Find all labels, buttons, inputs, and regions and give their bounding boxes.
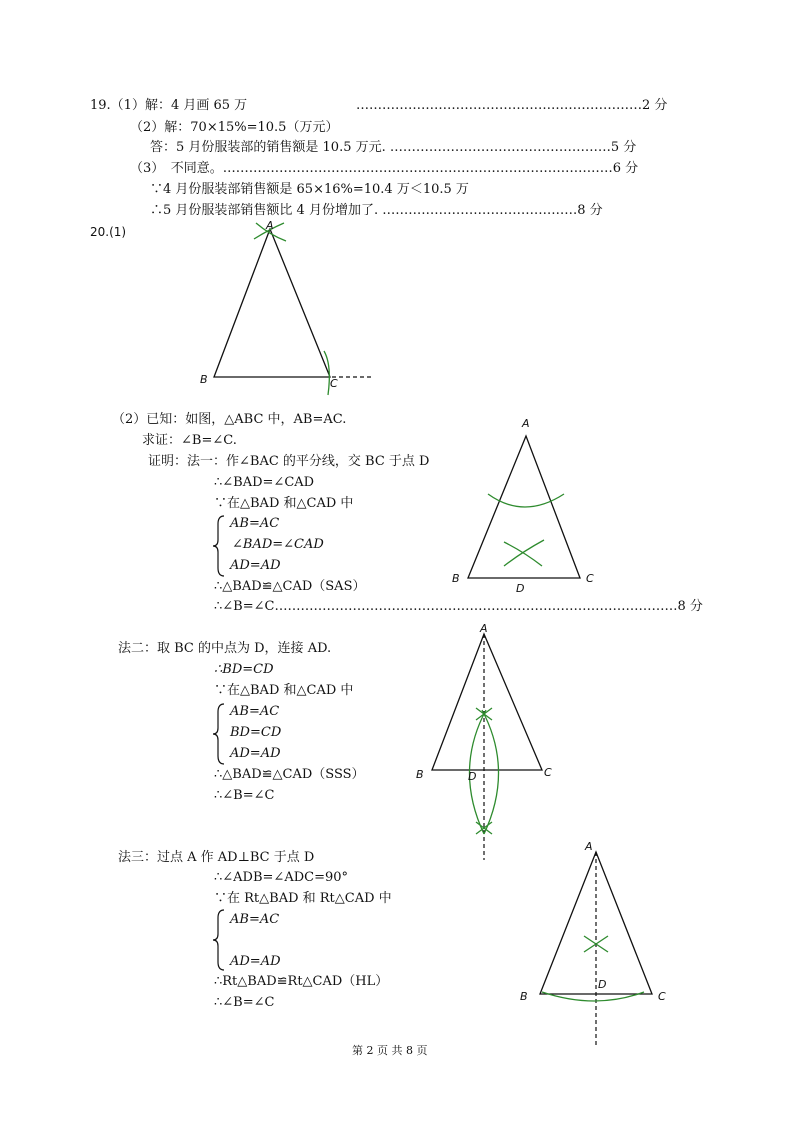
q19-line6: ∴5 月份服装部销售额比 4 月份增加了. ………………………………………8 分 [150, 203, 603, 218]
q19-line5: ∵4 月份服装部销售额是 65×16%=10.4 万＜10.5 万 [150, 182, 469, 197]
fig2-label-c: C [586, 572, 594, 585]
m2-brace-line3: AD=AD [230, 746, 281, 761]
m1-step4: ∴∠B=∠C…………………………………………………………………………………8 分 [214, 599, 703, 614]
q19-line3: 答：5 月份服装部的销售额是 10.5 万元. ……………………………………………5 分 [150, 140, 637, 155]
fig2-label-d: D [516, 582, 525, 595]
q20-label: 20.(1) [90, 225, 127, 239]
m1-prove: 求证：∠B=∠C. [142, 433, 237, 448]
figure-3-triangle [410, 620, 570, 866]
m2-step4: ∴∠B=∠C [214, 788, 275, 803]
m2-intro: 法二：取 BC 的中点为 D，连接 AD. [118, 641, 332, 656]
m3-intro: 法三：过点 A 作 AD⊥BC 于点 D [118, 850, 315, 865]
fig2-label-b: B [452, 572, 460, 585]
q19-line1-score: …………………………………………………………2 分 [356, 98, 668, 113]
m1-brace-line2: ∠BAD=∠CAD [232, 537, 324, 552]
fig1-label-c: C [330, 377, 338, 390]
m3-step3: ∴Rt△BAD≌Rt△CAD（HL） [214, 974, 389, 989]
page-footer: 第 2 页 共 8 页 [352, 1044, 428, 1057]
fig4-label-d: D [598, 978, 607, 991]
figure-1-triangle [190, 215, 380, 395]
fig2-label-a: A [522, 417, 530, 430]
m2-brace-line1: AB=AC [230, 704, 280, 719]
fig3-label-b: B [416, 768, 424, 781]
m3-brace-line1: AB=AC [230, 912, 280, 927]
q19-line4: （3） 不同意。………………………………………………………………………………6 分 [130, 161, 639, 176]
m1-step3: ∴△BAD≌△CAD（SAS） [214, 579, 366, 594]
m2-step1: ∴BD=CD [214, 662, 274, 677]
fig3-label-a: A [480, 622, 488, 635]
m2-step2: ∵在△BAD 和△CAD 中 [214, 683, 354, 698]
m2-step3: ∴△BAD≌△CAD（SSS） [214, 767, 365, 782]
fig3-triangle-edges [432, 634, 542, 770]
q19-line2: （2）解：70×15%=10.5（万元） [130, 120, 339, 135]
m1-brace-line3: AD=AD [230, 558, 281, 573]
m1-given: （2）已知：如图，△ABC 中，AB=AC. [112, 412, 347, 427]
m1-step1: ∴∠BAD=∠CAD [214, 475, 315, 490]
figure-4-triangle [512, 836, 682, 1050]
fig4-label-b: B [520, 990, 528, 1003]
m1-intro: 证明：法一：作∠BAC 的平分线，交 BC 于点 D [148, 454, 430, 469]
fig4-label-c: C [658, 990, 666, 1003]
m1-step2: ∵在△BAD 和△CAD 中 [214, 496, 354, 511]
m1-brace [212, 514, 226, 578]
m2-brace [212, 702, 226, 766]
m3-step1: ∴∠ADB=∠ADC=90° [214, 870, 349, 885]
m3-brace-line2: AD=AD [230, 954, 281, 969]
fig4-label-a: A [585, 840, 593, 853]
fig3-label-d: D [468, 770, 477, 783]
m1-brace-line1: AB=AC [230, 516, 280, 531]
m3-step2: ∵在 Rt△BAD 和 Rt△CAD 中 [214, 891, 392, 906]
q19-line1: 19.（1）解：4 月画 65 万 [90, 98, 248, 113]
m3-step4: ∴∠B=∠C [214, 995, 275, 1010]
fig4-arc-base [542, 992, 644, 1001]
m2-brace-line2: BD=CD [230, 725, 282, 740]
fig1-label-b: B [200, 373, 208, 386]
fig1-label-a: A [266, 219, 274, 232]
figure-2-triangle [446, 410, 606, 600]
m3-brace [212, 908, 226, 972]
fig3-label-c: C [544, 766, 552, 779]
fig1-triangle-edges [214, 229, 330, 377]
